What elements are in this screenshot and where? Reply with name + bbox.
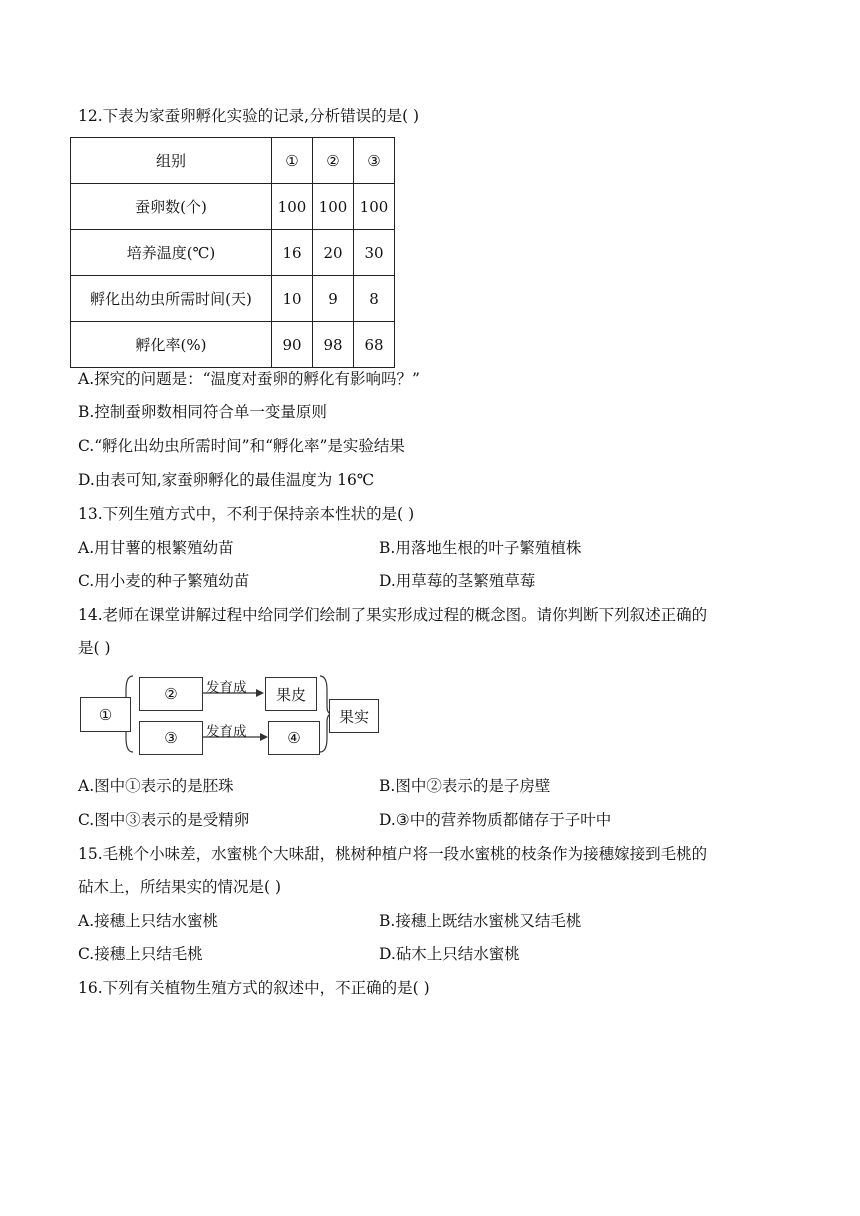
q14-stem-line1: 14.老师在课堂讲解过程中给同学们绘制了果实形成过程的概念图。请你判断下列叙述正确的 [78,606,708,624]
arrow-label-bottom: 发育成 [206,724,247,740]
table-cell: 16 [272,230,313,276]
q13-stem: 13.下列生殖方式中，不利于保持亲本性状的是( ) [78,505,415,523]
box-2: ② [139,677,203,711]
top-arrow-head [256,689,264,697]
table-cell: 90 [272,322,313,368]
q14-option-a: A.图中①表示的是胚珠 [78,777,234,795]
box-guopi: 果皮 [265,677,317,711]
q13-option-a: A.用甘薯的根繁殖幼苗 [78,539,234,557]
q13-option-d: D.用草莓的茎繁殖草莓 [379,572,536,590]
table-cell: 100 [354,184,395,230]
table-cell: 孵化出幼虫所需时间(天) [71,276,272,322]
bottom-arrow-head [260,733,268,741]
q14-option-d: D.③中的营养物质都储存于子叶中 [379,811,612,829]
box-4: ④ [268,721,320,755]
q12-stem: 12.下表为家蚕卵孵化实验的记录,分析错误的是( ) [78,107,420,125]
q12-option-c: C.“孵化出幼虫所需时间”和“孵化率”是实验结果 [78,437,405,455]
box-1: ① [80,697,131,732]
box-guoshi: 果实 [329,699,379,733]
q12-option-d: D.由表可知,家蚕卵孵化的最佳温度为 16℃ [78,471,375,489]
q15-option-b: B.接穗上既结水蜜桃又结毛桃 [379,912,582,930]
q12-option-a: A.探究的问题是：“温度对蚕卵的孵化有影响吗？” [78,370,420,388]
q13-option-c: C.用小麦的种子繁殖幼苗 [78,572,250,590]
table-header-cell: ② [313,138,354,184]
q14-stem-line2: 是( ) [78,639,111,657]
table-header-cell: ③ [354,138,395,184]
table-cell: 30 [354,230,395,276]
q12-option-b: B.控制蚕卵数相同符合单一变量原则 [78,403,327,421]
box-3: ③ [139,721,203,755]
table-cell: 9 [313,276,354,322]
table-cell: 孵化率(%) [71,322,272,368]
table-header-cell: 组别 [71,138,272,184]
table-cell: 培养温度(℃) [71,230,272,276]
q15-stem-line2: 砧木上，所结果实的情况是( ) [78,878,282,896]
q15-option-d: D.砧木上只结水蜜桃 [379,945,520,963]
table-cell: 10 [272,276,313,322]
table-header-cell: ① [272,138,313,184]
q15-stem-line1: 15.毛桃个小味差，水蜜桃个大味甜，桃树种植户将一段水蜜桃的枝条作为接穗嫁接到毛桃的 [78,845,708,863]
q14-option-b: B.图中②表示的是子房壁 [379,777,551,795]
table-cell: 蚕卵数(个) [71,184,272,230]
arrow-label-top: 发育成 [206,680,247,696]
table-cell: 68 [354,322,395,368]
q16-stem: 16.下列有关植物生殖方式的叙述中，不正确的是( ) [78,979,430,997]
table-cell: 98 [313,322,354,368]
table-cell: 20 [313,230,354,276]
q15-option-c: C.接穗上只结毛桃 [78,945,203,963]
q14-option-c: C.图中③表示的是受精卵 [78,811,250,829]
table-cell: 8 [354,276,395,322]
table-cell: 100 [272,184,313,230]
q15-option-a: A.接穗上只结水蜜桃 [78,912,219,930]
q13-option-b: B.用落地生根的叶子繁殖植株 [379,539,582,557]
table-cell: 100 [313,184,354,230]
